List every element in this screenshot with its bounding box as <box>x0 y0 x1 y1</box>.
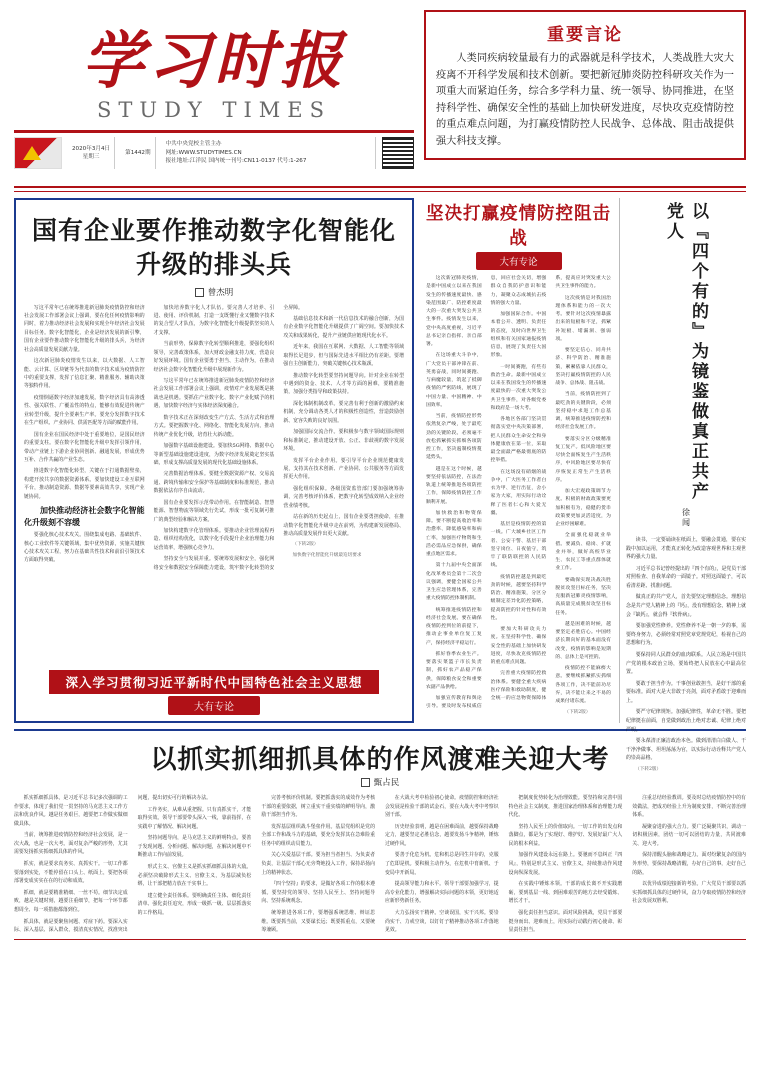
paragraph: 国有企业要发挥示范带动作用。在智能制造、智慧能源、智慧物流等领域先行先试，形成一批可复制可推广的典型经验和解决方案。 <box>153 499 275 523</box>
article-fourhaves-body <box>626 536 746 774</box>
paragraph: 写这平常年已在统筹推进新冠肺炎疫情防控和经济社会发展工作部署会议上强调，疫情对产业发展既是挑战也是机遇。要抓住产业数字化、数字产业化赋予的机遇，加快数字经济与实体经济深度融合。 <box>153 378 275 410</box>
article-lead-headline: 国有企业要作推动数字化智能化升级的排头兵 <box>31 216 396 279</box>
paragraph: 国有企业在国民经济中处于重要地位，是国民经济的重要支柱。要在数字化智能化升级中发挥引领作用，带动产业链上下游企业协同创新、融通发展，形成优势互补、合作共赢的产业生态。 <box>24 431 145 463</box>
issue-number <box>121 137 155 169</box>
publisher-info <box>162 137 376 169</box>
paragraph: 要确保实现决战决胜脱贫攻坚目标任务，坚决克服新冠肺炎疫情影响，高质量完成脱贫攻坚目标任务。 <box>555 577 611 616</box>
byline-marker-icon <box>195 288 204 297</box>
article-workstyle-byline <box>14 776 746 788</box>
paragraph: 抓具体，就是要聚焦问题、对症下药。要深入实际、深入基层、深入群众，摸清真实情况，找准突出问题，提出切实可行的解决办法。 <box>14 795 212 934</box>
paragraph: 坚持人民至上的价值取向。一切工作的出发点和落脚点，都是为了实现好、维护好、发展好最广大人民的根本利益。 <box>508 823 623 847</box>
paragraph: 在这场重大斗争中，广大党员干部冲锋在前、英勇奋战，同时间赛跑、与病魔较量，筑起了抵御疫情的严密防线，展现了中国力量、中国精神、中国效率。 <box>426 353 482 408</box>
ribbon-badge: 大有专论 <box>168 696 260 715</box>
issue-date <box>68 137 115 169</box>
paragraph: 加快构建数字化管理体系。要推动企业管理流程再造、组织结构优化，以数字化手段提升企业治理能力和运营效率，增强核心竞争力。 <box>153 528 275 551</box>
article-lead-body <box>24 304 404 573</box>
masthead <box>14 10 746 182</box>
paragraph: 当前，疫情防控形势依然复杂严峻，处于最吃劲的关键阶段。必须毫不放松抓紧抓实抓细各项防控工作，坚决遏制疫情蔓延势头。 <box>426 414 482 461</box>
paragraph: 要严守纪律规矩。加强纪律性，革命无不胜。要把纪律挺在前面，自觉做到政治上绝对忠诚、纪律上绝对严明。 <box>626 709 746 733</box>
paragraph: 推进数字化智能化转型，关键在于打通数据壁垒，构建开放共享的数据资源体系。要加快建设工业互联网平台，推动制造资源、数据等要素高效共享，实现产业链协同。 <box>24 468 145 500</box>
paragraph: 当前，疫情防控到了最吃劲的关键阶段，必须坚持稳中求进工作总基调，统筹推进疫情防控和经济社会发展工作。 <box>555 392 611 431</box>
paragraph: 加大宏观政策调节力度。积极的财政政策要更加积极有为，稳健的货币政策要更加灵活适度，为企业纾困解难。 <box>555 489 611 527</box>
article-epidemic-body <box>426 275 611 717</box>
paragraph: 注重总结经验教训。要及时总结疫情防控中的有效做法，把成功经验上升为制度安排，不断完善治理体系。 <box>632 795 746 819</box>
paragraph: 统筹推进疫情防控和经济社会发展。要在确保疫情防控到位的前提下，推动企事业单位复工复产，保持经济平稳运行。 <box>426 607 482 646</box>
paragraph: 读书，一定要诵读在纸面上，要融会贯通，要在实践中加以运用，才能真正转化为改造客观世界和主观世界的强大力量。 <box>626 537 746 561</box>
byline-name: 甄占民 <box>373 778 400 788</box>
paragraph: 加强数字基础设施建设。要加快5G网络、数据中心等新型基础设施建设进度，为数字经济发展奠定坚实基础，形成支撑高质量发展的现代化基础设施体系。 <box>153 443 275 466</box>
paragraph: 要加大科研攻关力度。在坚持科学性、确保安全性的基础上加快研发进度，尽快攻克疫情防控的重点难点问题。 <box>490 627 547 665</box>
paragraph: 提高领导能力和水平。领导干部要加强学习，提高专业化能力，增强解决实际问题的本领，更好地适应新形势新任务。 <box>384 881 499 905</box>
paragraph: 完善考核评价机制。要把抓落实的成效作为考核干部的重要依据，树立重实干重实绩的鲜明导向，激励干部担当作为。 <box>261 795 375 819</box>
paragraph: 抓实，就是要求真务实、真抓实干。一切工作都要落到实处，不能停留在口头上、纸面上，要把各项部署变成实实在在的行动和成效。 <box>14 861 128 885</box>
continued-note: （下转2版） <box>292 542 319 548</box>
paragraph: 建立健全责任体系。要明确责任主体、细化责任清单、强化责任追究，形成一级抓一级、层层抓落实的工作格局。 <box>137 892 252 916</box>
article-lead-byline <box>24 286 404 298</box>
paragraph: 加强国际合作。中国本着公开、透明、负责任的态度，及时向世界卫生组织和有关国家通报疫情信息，展现了负责任大国形象。 <box>490 312 547 359</box>
paragraph: 疫情防控越是到最吃劲的时候，越要坚持科学防治、精准施策，分区分级制定差异化防控策略，提高防控的针对性和有效性。 <box>490 574 547 621</box>
paragraph: 抓实抓细抓具体，是习近平总书记多次强调的工作要求，体现了我们党一贯坚持的马克思主义工作方法和优良作风。越是任务艰巨，越要把工作做实做细做具体。 <box>14 795 128 827</box>
important-statement-box <box>424 10 746 160</box>
article-fourhaves-headline: 以『四个有的』为镜鉴做真正共产党人 <box>663 202 708 502</box>
paragraph: 当前形势，保障数字化转型顺利推进，要强化组织领导，完善政策体系，加大财政金融支持力度，营造良好发展环境。国有企业要勇于担当、主动作为，在推动经济社会数字化智能化升级中展现新作为。 <box>153 341 275 373</box>
newspaper-title: 学习时报 <box>81 24 346 97</box>
section-ribbon <box>49 670 379 715</box>
article-lead-subhead: 加快推动经济社会数字化智能化升级刻不容缓 <box>24 505 145 528</box>
article-epidemic-headline: 坚决打赢疫情防控阻击战 <box>426 204 611 249</box>
masthead-info <box>14 137 414 169</box>
paragraph: 要保持同人民群众的血肉联系。人民立场是中国共产党的根本政治立场，要始终把人民放在心中最高位置。 <box>626 651 746 676</box>
important-statement-title: 重要言论 <box>547 25 623 45</box>
paragraph: 习近平总书记曾经提出的『四个有的』，是党员干部对照检查、自我革命的一面镜子。对照这面镜子，可以看清差距、找准问题。 <box>626 565 746 589</box>
paragraph: 『四个坚持』的要求，是做好各项工作的根本遵循。要坚持党的领导、坚持人民至上、坚持问题导向、坚持系统观念。 <box>261 881 375 905</box>
paragraph: 越是在这个时候，越要坚持依法防控，在法治轨道上统筹推进各项防控工作，保障疫情防控工作顺利开展。 <box>426 466 482 505</box>
paragraph: 加快救治和物资保障。要不断提高收治率和治愈率、降低感染率和病亡率，加强医疗物资和生活必需品应急保供，确保重点地区需求。 <box>426 510 482 557</box>
article-lead-footnote: 加快数字化智能化升级最迫切要求 <box>292 553 362 559</box>
paragraph: 推动数字化转型要坚持问题导向。针对企业在转型中遇到的资金、技术、人才等方面的困难，要精准施策，加强分类指导和政策扶持。 <box>283 372 404 396</box>
paragraph: 发挥基层组织战斗堡垒作用。基层党组织是党的全部工作和战斗力的基础，要充分发挥其在急难险重任务中的组织动员能力。 <box>261 823 375 847</box>
paragraph: 强化组织保障。各级国资监管部门要加强统筹协调，完善考核评价体系，把数字化转型成效纳入企业经营业绩考核。 <box>283 485 404 509</box>
weekday-text: 星期三 <box>82 154 100 160</box>
issue-text: 第1442期 <box>125 149 151 156</box>
paragraph: 保持清醒头脑和战略定力。面对纷繁复杂的国内外形势，要保持战略清醒，办好自己的事，走好自己的路。 <box>632 852 746 876</box>
publisher-text: 中共中央党校主管主办 <box>165 141 222 148</box>
header-divider <box>14 186 746 192</box>
footer-divider <box>14 939 746 940</box>
paragraph: 这次新冠肺炎疫情发生以来，以大数据、人工智能、云计算、区块链等为代表的数字技术成为疫情防控中的重要支撑，发挥了信息汇聚、精准服务、辅助决策等独特作用。 <box>24 358 145 390</box>
paragraph: 加强宣传教育和舆论引导。要及时发布权威信息，回应社会关切，增强群众自我防护意识和能力，凝聚众志成城抗击疫情的强大力量。 <box>426 276 547 710</box>
paragraph: 发挥平台企业作用。要引导平台企业规范健康发展，支持其在技术创新、产业协同、公共服务等方面发挥更大作用。 <box>283 457 404 481</box>
paragraph: 坚持安全与发展并重。要统筹发展和安全，强化网络安全和数据安全保障能力建设，筑牢数字化转型的安全屏障。 <box>153 304 303 571</box>
article-lead <box>14 198 414 723</box>
paragraph: 这次新冠肺炎疫情，是新中国成立以来在我国发生的传播速度最快、感染范围最广、防控难度最大的一次重大突发公共卫生事件。疫情发生以来，党中央高度重视，习近平总书记亲自指挥、亲自部署。 <box>426 276 482 347</box>
paragraph: 抓细，就是要精准精细、一丝不苟。细节决定成败，越是关键时刻，越要注重细节，把每一个环节都想周全、每一项措施都落到位。 <box>14 889 128 913</box>
paragraph: 做真正的共产党人，首先要坚定理想信念。理想信念是共产党人精神上的『钙』，没有理想信念，精神上就会『缺钙』，就会得『软骨病』。 <box>626 594 746 618</box>
paragraph: 把制度优势转化为治理效能。要坚持和完善中国特色社会主义制度，推进国家治理体系和治理能力现代化。 <box>508 795 623 819</box>
masthead-left <box>14 10 414 169</box>
paragraph: 这次疫情是对我国治理体系和能力的一次大考。要针对这次疫情暴露出来的短板和不足，抓紧补短板、堵漏洞、强弱项。 <box>555 295 611 342</box>
paragraph: 各地区各部门坚决贯彻落实党中央决策部署，把人民群众生命安全和身体健康放在第一位，采取最全面最严格最彻底的防控举措。 <box>490 417 547 464</box>
paragraph: 加快培养数字化人才队伍。要完善人才培养、引进、使用、评价机制，打造一支既懂行业又懂数字技术的复合型人才队伍，为数字化智能化升级提供坚实的人才支撑。 <box>153 304 275 336</box>
paragraph: 深化体制机制改革。要完善有利于创新的激励约束机制，充分调动各类人才的积极性创造性，营造鼓励创新、宽容失败的良好氛围。 <box>283 400 404 424</box>
address-text: 报社地址:江洋民 国内统一刊号:CN11-0137 代号:1-267 <box>165 158 307 165</box>
masthead-rule <box>14 130 414 133</box>
paragraph: 关心关爱基层干部。要为担当者担当、为负责者负责，让基层干部心无旁骛地投入工作，保持昂扬向上的精神状态。 <box>261 852 375 876</box>
paragraph: 要善于化危为机。危和机总是同生并存的，克服了危即是机。要积极主动作为，在危机中育新机、于变局中开新局。 <box>384 852 499 876</box>
article-epidemic <box>422 198 611 723</box>
paragraph: 要敢于担当作为。干事创业敢担当，是好干部的重要标准。面对大是大非敢于亮剑，面对矛盾敢于迎难而上。 <box>626 680 746 704</box>
paragraph: 坚持问题导向，是马克思主义的鲜明特点。要善于发现问题、分析问题、解决问题，在解决问题中不断推动工作向前发展。 <box>137 835 252 859</box>
article-epidemic-badge: 大有专论 <box>476 252 562 270</box>
paragraph: 在实践中锤炼本领。干部的成长离不开实践磨砺，要到基层一线、到困难艰苦的地方去经受锻炼、增长才干。 <box>508 881 623 905</box>
paragraph: 凝聚奋进的强大合力。要广泛凝聚共识，调动一切积极因素，团结一切可以团结的力量，共同渡难关、迎大考。 <box>632 823 746 847</box>
paragraph: 大力弘扬实干精神。空谈误国，实干兴邦。要崇尚实干、力戒空谈，以钉钉子精神推动各项工作落地见效。 <box>384 909 499 934</box>
paragraph: 基础信息技术和新一代信息技术的融合创新，为国有企业数字化智能化升级提供了广阔空间。要加快技术攻关和成果转化，提升产业链供应链现代化水平。 <box>283 315 404 339</box>
paragraph: 写这平常年已在统筹推进新冠肺炎疫情防控和经济社会发展工作部署会议上强调，要在化任何疫情影响的同时，着力推动经济社会发展和实现全年经济社会发展目标任务。数字化智能化，企业是经济发展的新引擎，国有企业要作推动数字化智能化升级的排头兵，为经济社会高质量发展贡献力量。 <box>24 304 145 353</box>
paragraph: 在这场没有硝烟的战争中，广大医务工作者白衣为甲、逆行出征，舍小家为大家，用实际行动诠释了医者仁心和大爱无疆。 <box>490 469 547 516</box>
paragraph: 工作务实，从难从重把握。只有真抓实干，才能取得实效。领导干部要带头深入一线，靠前指挥，在实践中了解情况、解决问题。 <box>137 806 252 830</box>
article-fourhaves <box>619 198 746 772</box>
paragraph: 当前，统筹推进疫情防控和经济社会发展，是一次大战，也是一次大考。面对复杂严峻的形势，尤其需要发扬抓实抓细抓具体的作风。 <box>14 832 128 856</box>
paragraph: 统筹推进各项工作，要增强系统思维、辩证思维。既要抓当前，又要谋长远；既要抓重点，又要统筹兼顾。 <box>261 909 375 934</box>
paragraph: 要强化核心技术攻关。围绕集成电路、基础软件、核心工业软件等关键领域，集中优势资源，实施关键核心技术攻关工程，努力在基础共性技术和前沿引领技术方面取得突破。 <box>24 532 145 564</box>
paragraph: 强化责任担当意识。面对风险挑战，党员干部要挺身而出、迎难而上，用实际行动践行初心使命、彰显责任担当。 <box>508 909 623 934</box>
paragraph: 抓好春季农业生产。要落实菜篮子市长负责制，抓好农产品稳产保供，保障粮食安全和重要农副产品供给。 <box>426 651 482 690</box>
paragraph: 历史经验表明，越是在困难面前，越要保持战略定力，越要坚定必胜信念，越要发扬斗争精神，锤炼过硬作风。 <box>384 823 499 847</box>
important-statement-body: 人类同疾病较量最有力的武器就是科学技术，人类战胜大灾大疫离不开科学发展和技术创新。要把新冠肺炎防控科研攻关作为一项重大而紧迫任务，综合多学科力量、统一领导、协同推进，在坚持科学性、确保安全性的基础上加快研发进度，尽快攻克疫情防控的重点难点问题，为打赢疫情防控人民战争、总体战、阻击战提供强大科技支撑。 <box>436 53 734 147</box>
paragraph: 全面强化稳就业举措。要减负、稳岗、扩就业并举，做好高校毕业生、农民工等重点群体就业工作。 <box>555 533 611 572</box>
paragraph: 在大战大考中检验初心使命。疫情防控和经济社会发展是检验干部的试金石，要在大战大考中考察识别干部。 <box>384 795 499 819</box>
paragraph: 要坚定信心、同舟共济、科学防治、精准施策，紧紧依靠人民群众，坚决打赢疫情防控的人民战争、总体战、阻击战。 <box>555 348 611 386</box>
paragraph: 要永葆清正廉洁政治本色。做到清清白白做人、干干净净做事、坦坦荡荡为官，以实际行动诠释共产党人的崇高品格。 <box>626 738 746 762</box>
paragraph: 要落实分区分级精准复工复产。低风险地区要尽快全面恢复生产生活秩序，中风险地区要尽快有序恢复正常生产生活秩序。 <box>555 436 611 483</box>
paragraph: 要加强党性修养。党性修养不是一朝一夕的事，需要终身努力，必须经常对照党章党规党纪，检视自己的思想和行为。 <box>626 623 746 647</box>
paragraph: 基层是疫情防控的第一线。广大城乡社区工作者、公安干警、基层干部坚守岗位、日夜值守，筑牢了联防联控的人民防线。 <box>490 522 547 569</box>
website-text[interactable]: 网址:WWW.STUDYTIMES.CN <box>165 149 242 156</box>
article-workstyle-body <box>14 794 746 935</box>
paragraph: 完善数据治理体系。要健全数据资源产权、交易流通、跨境传输和安全保护等基础制度和标准规范，推动数据依法有序自由流动。 <box>153 471 275 495</box>
paragraph: 一时间赛跑，有些有救治生命。最新中国成立以来在我国发生的传播速度最快的一次重大突发公共卫生事件，对各级党委和政府是一场大考。 <box>490 364 547 411</box>
continued-note: （下转2版） <box>564 710 591 716</box>
paragraph: 近年来，我国在互联网、大数据、人工智能等领域取得长足进步，但与国际先进水平相比仍有差距。要增强自主创新能力，突破关键核心技术瓶颈。 <box>283 344 404 368</box>
article-fourhaves-byline: 徐闻 <box>681 508 691 528</box>
newspaper-subtitle: STUDY TIMES <box>97 98 331 122</box>
article-workstyle-headline: 以抓实抓细抓具体的作风渡难关迎大考 <box>150 745 610 775</box>
byline-marker-icon <box>361 778 370 787</box>
flag-icon <box>14 137 62 169</box>
paragraph: 加强作风建设永远在路上。要驰而不息纠正『四风』，特别是形式主义、官僚主义，持续推动作风建设向纵深发展。 <box>508 852 623 876</box>
date-text: 2020年3月4日 <box>72 145 111 152</box>
paragraph: 疫情倒逼数字经济加速发展。数字经济具有高渗透性、强关联性、广覆盖性的特点，能够有效促进传统产业转型升级，提升全要素生产率。要充分发挥数字技术在生产组织、产业协同、供需匹配等方面的赋能作用。 <box>24 394 145 427</box>
paragraph: 形式主义、官僚主义是抓实抓细抓具体的大敌。必须坚决破除形式主义、官僚主义，为基层减负松绑，让干部把精力放在干实事上。 <box>137 864 252 888</box>
ribbon-text: 深入学习贯彻习近平新时代中国特色社会主义思想 <box>49 670 379 694</box>
byline-name: 曾杰明 <box>207 287 234 298</box>
paragraph: 站在新的历史起点上，国有企业要勇担使命，在推动数字化智能化升级中走在前列，为构建新发展格局、推动高质量发展作出更大贡献。 <box>283 514 404 537</box>
paragraph: 第十九届中央全面深化改革委员会第十二次会议强调，要健全国家公共卫生应急管理体系，完善重大疫情防控体制机制。 <box>426 563 482 602</box>
paragraph: 疫情防控不能麻痹大意。要继续抓紧抓实抓细各项工作，决不能前功尽弃，决不能让来之不易的成果付诸东流。 <box>555 666 611 704</box>
paragraph: 越是困难的时候，越要坚定必胜信心。中国经济长期向好的基本面没有改变，疫情的影响是短期的、总体上是可控的。 <box>555 621 611 660</box>
paragraph: 完善重大疫情防控救治体系。要健全重大疾病医疗保险和救助制度，健全统一的应急物资保障体系，提高应对突发重大公共卫生事件的能力。 <box>490 276 611 701</box>
paragraph: 以优异成绩迎接新的考验。广大党员干部要以抓实抓细抓具体的过硬作风，奋力夺取疫情防控和经济社会发展双胜利。 <box>632 881 746 905</box>
paragraph: 数字技术正在深刻改变生产方式、生活方式和治理方式。要把握数字化、网络化、智能化发展方向，推动传统产业优化升级，培育壮大新动能。 <box>153 414 275 438</box>
continued-note: （下转2版） <box>635 766 662 772</box>
paragraph: 加强国际交流合作。要积极参与数字领域国际规则和标准制定，推动建设开放、公正、非歧视的数字发展环境。 <box>283 429 404 453</box>
qr-code-icon[interactable] <box>382 137 414 169</box>
